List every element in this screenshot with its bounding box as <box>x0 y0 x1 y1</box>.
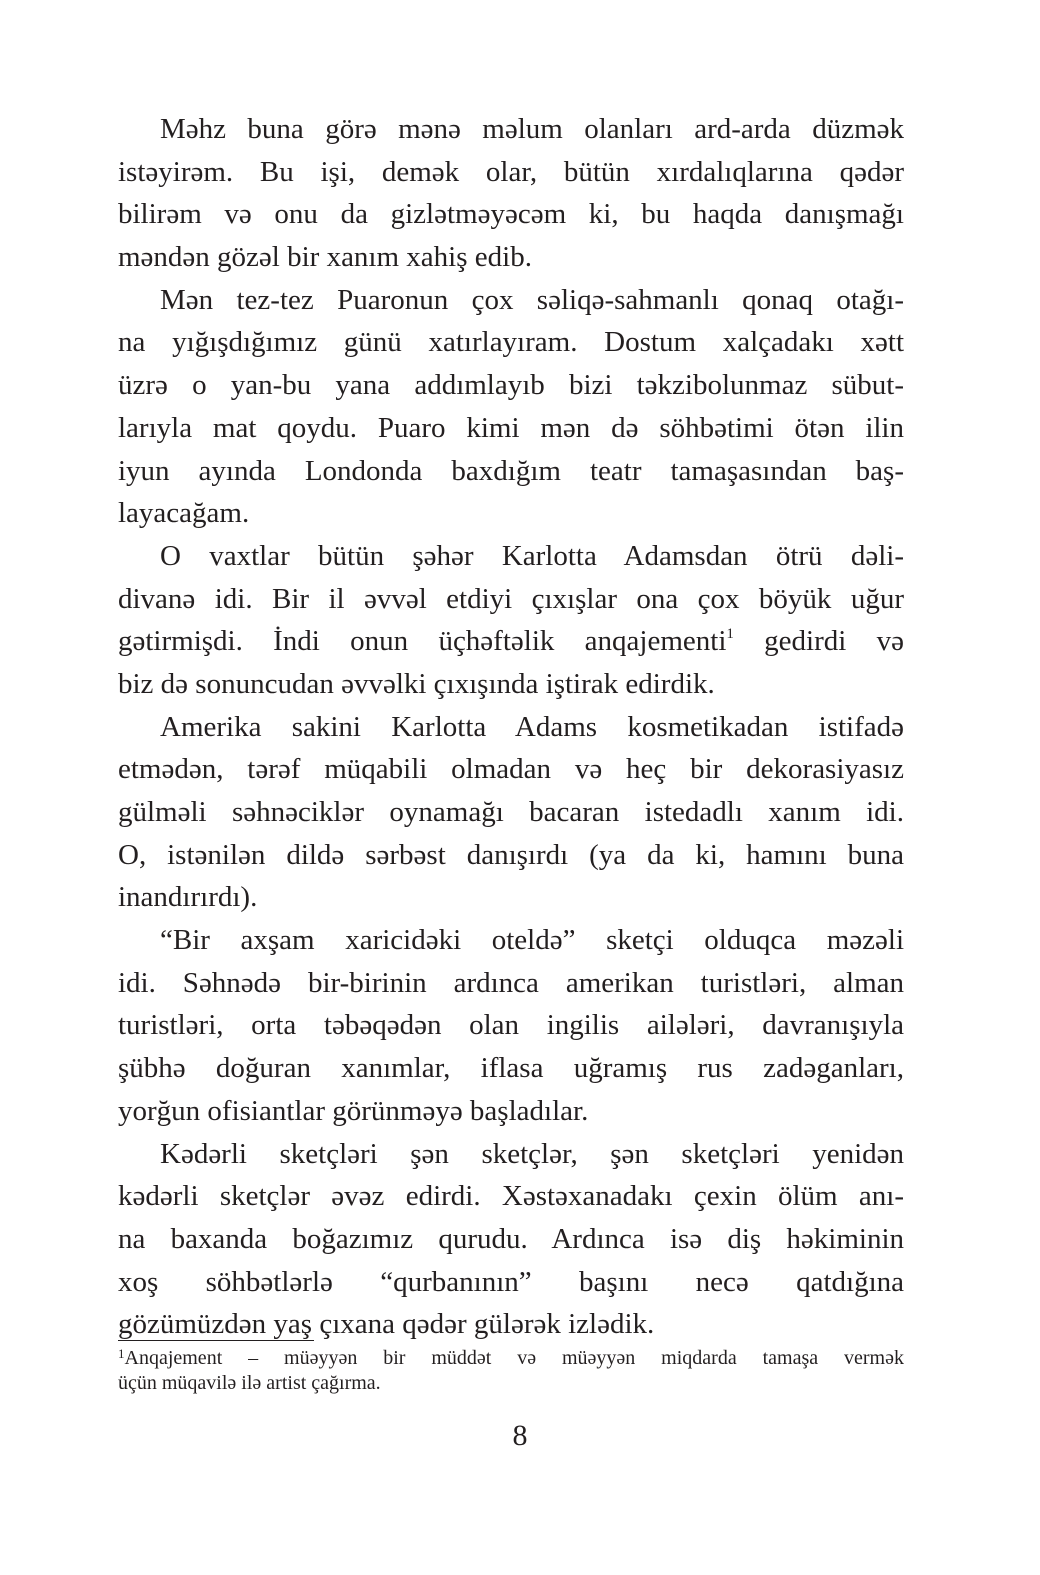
body-line-text: bilirəm və onu da gizlətməyəcəm ki, bu haqda danışmağı <box>118 198 904 231</box>
body-line <box>118 151 904 194</box>
body-line-text: inandırırdı). <box>118 881 258 914</box>
body-line-text: Mən tez-tez Puaronun çox səliqə-sahmanlı qonaq otağı- <box>160 283 904 316</box>
body-line-text-after: gedirdi və <box>733 625 904 658</box>
body-line <box>118 620 904 663</box>
body-line <box>118 364 904 407</box>
body-line-text: gülməli səhnəciklər oynamağı bacaran istedadlı xanım idi. <box>118 796 904 828</box>
body-line-text: xoş söhbətlərlə “qurbanının” başını necə qatdığına <box>118 1265 904 1298</box>
footnote-separator <box>118 1340 314 1341</box>
footnote-line-2: üçün müqavilə ilə artist çağırma. <box>118 1372 381 1394</box>
body-line <box>118 834 904 877</box>
body-line <box>118 1047 904 1090</box>
body-line <box>118 1261 904 1304</box>
body-line-text: divanə idi. Bir il əvvəl etdiyi çıxışlar ona çox böyük uğur <box>118 582 904 615</box>
body-line <box>118 407 904 450</box>
body-line <box>118 919 904 962</box>
body-line-text: məndən gözəl bir xanım xahiş edib. <box>118 241 532 274</box>
body-line-text: turistləri, orta təbəqədən olan ingilis ailələri, davranışıyla <box>118 1009 904 1042</box>
body-line <box>118 236 904 279</box>
body-line <box>118 791 904 834</box>
body-line-text: istəyirəm. Bu işi, demək olar, bütün xırdalıqlarına qədər <box>118 155 904 188</box>
body-line <box>118 876 904 919</box>
footnote-reference: 1 <box>726 626 734 643</box>
body-line-text: larıyla mat qoydu. Puaro kimi mən də söhbətimi ötən ilin <box>118 411 904 444</box>
body-line <box>118 321 904 364</box>
page-number: 8 <box>512 1419 528 1452</box>
body-line-text: biz də sonuncudan əvvəlki çıxışında iştirak edirdik. <box>118 667 715 700</box>
body-line-text: üzrə o yan-bu yana addımlayıb bizi təkzibolunmaz sübut- <box>118 369 904 402</box>
body-line <box>118 748 904 791</box>
body-text <box>118 108 904 1346</box>
body-line <box>118 1133 904 1176</box>
footnote-line-1 <box>118 1346 904 1371</box>
body-line-text: Amerika sakini Karlotta Adams kosmetikadan istifadə <box>160 710 904 743</box>
body-line <box>118 578 904 621</box>
body-line-text: şübhə doğuran xanımlar, iflasa uğramış rus zadəganları, <box>118 1052 904 1085</box>
body-line <box>118 1175 904 1218</box>
footnote-marker: 1 <box>118 1346 125 1361</box>
body-line <box>118 108 904 151</box>
body-line <box>118 450 904 493</box>
body-line-text: O, istənilən dildə sərbəst danışırdı (ya da ki, hamını buna <box>118 838 904 871</box>
body-line-text: Kədərli sketçləri şən sketçlər, şən sketçləri yenidən <box>160 1137 904 1170</box>
body-line <box>118 193 904 236</box>
body-line-text: idi. Səhnədə bir-birinin ardınca amerikan turistləri, alman <box>118 966 904 999</box>
body-line <box>118 1004 904 1047</box>
body-line-text: na baxanda boğazımız qurudu. Ardınca isə diş həkiminin <box>118 1222 904 1255</box>
body-line-text: etmədən, tərəf müqabili olmadan və heç bir dekorasiyasız <box>118 753 904 786</box>
body-line <box>118 962 904 1005</box>
body-line-text: “Bir axşam xaricidəki oteldə” sketçi olduqca məzəli <box>160 924 904 957</box>
body-line <box>118 279 904 322</box>
body-line <box>118 1218 904 1261</box>
body-line <box>118 492 904 535</box>
body-line-text: na yığışdığımız günü xatırlayıram. Dostum xalçadakı xətt <box>118 326 904 359</box>
body-line-text: iyun ayında Londonda baxdığım teatr tamaşasından baş- <box>118 454 904 487</box>
body-line-text: gətirmişdi. İndi onun üçhəftəlik anqajementi <box>118 625 727 658</box>
body-line-text: Məhz buna görə mənə məlum olanları ard-arda düzmək <box>160 113 904 145</box>
body-line <box>118 1090 904 1133</box>
body-line-text: O vaxtlar bütün şəhər Karlotta Adamsdan ötrü dəli- <box>160 539 904 572</box>
body-line <box>118 663 904 706</box>
body-line <box>118 706 904 749</box>
body-line <box>118 535 904 578</box>
body-line-text: layacağam. <box>118 497 250 530</box>
footnote <box>118 1346 904 1396</box>
footnote-text-1: Anqajement – müəyyən bir müddət və müəyyən miqdarda tamaşa vermək <box>124 1347 904 1369</box>
body-line-text: gözümüzdən yaş çıxana qədər gülərək izlədik. <box>118 1308 655 1341</box>
body-line-text: kədərli sketçlər əvəz edirdi. Xəstəxanadakı çexin ölüm anı- <box>118 1180 904 1213</box>
body-line-text: yorğun ofisiantlar görünməyə başladılar. <box>118 1094 589 1127</box>
